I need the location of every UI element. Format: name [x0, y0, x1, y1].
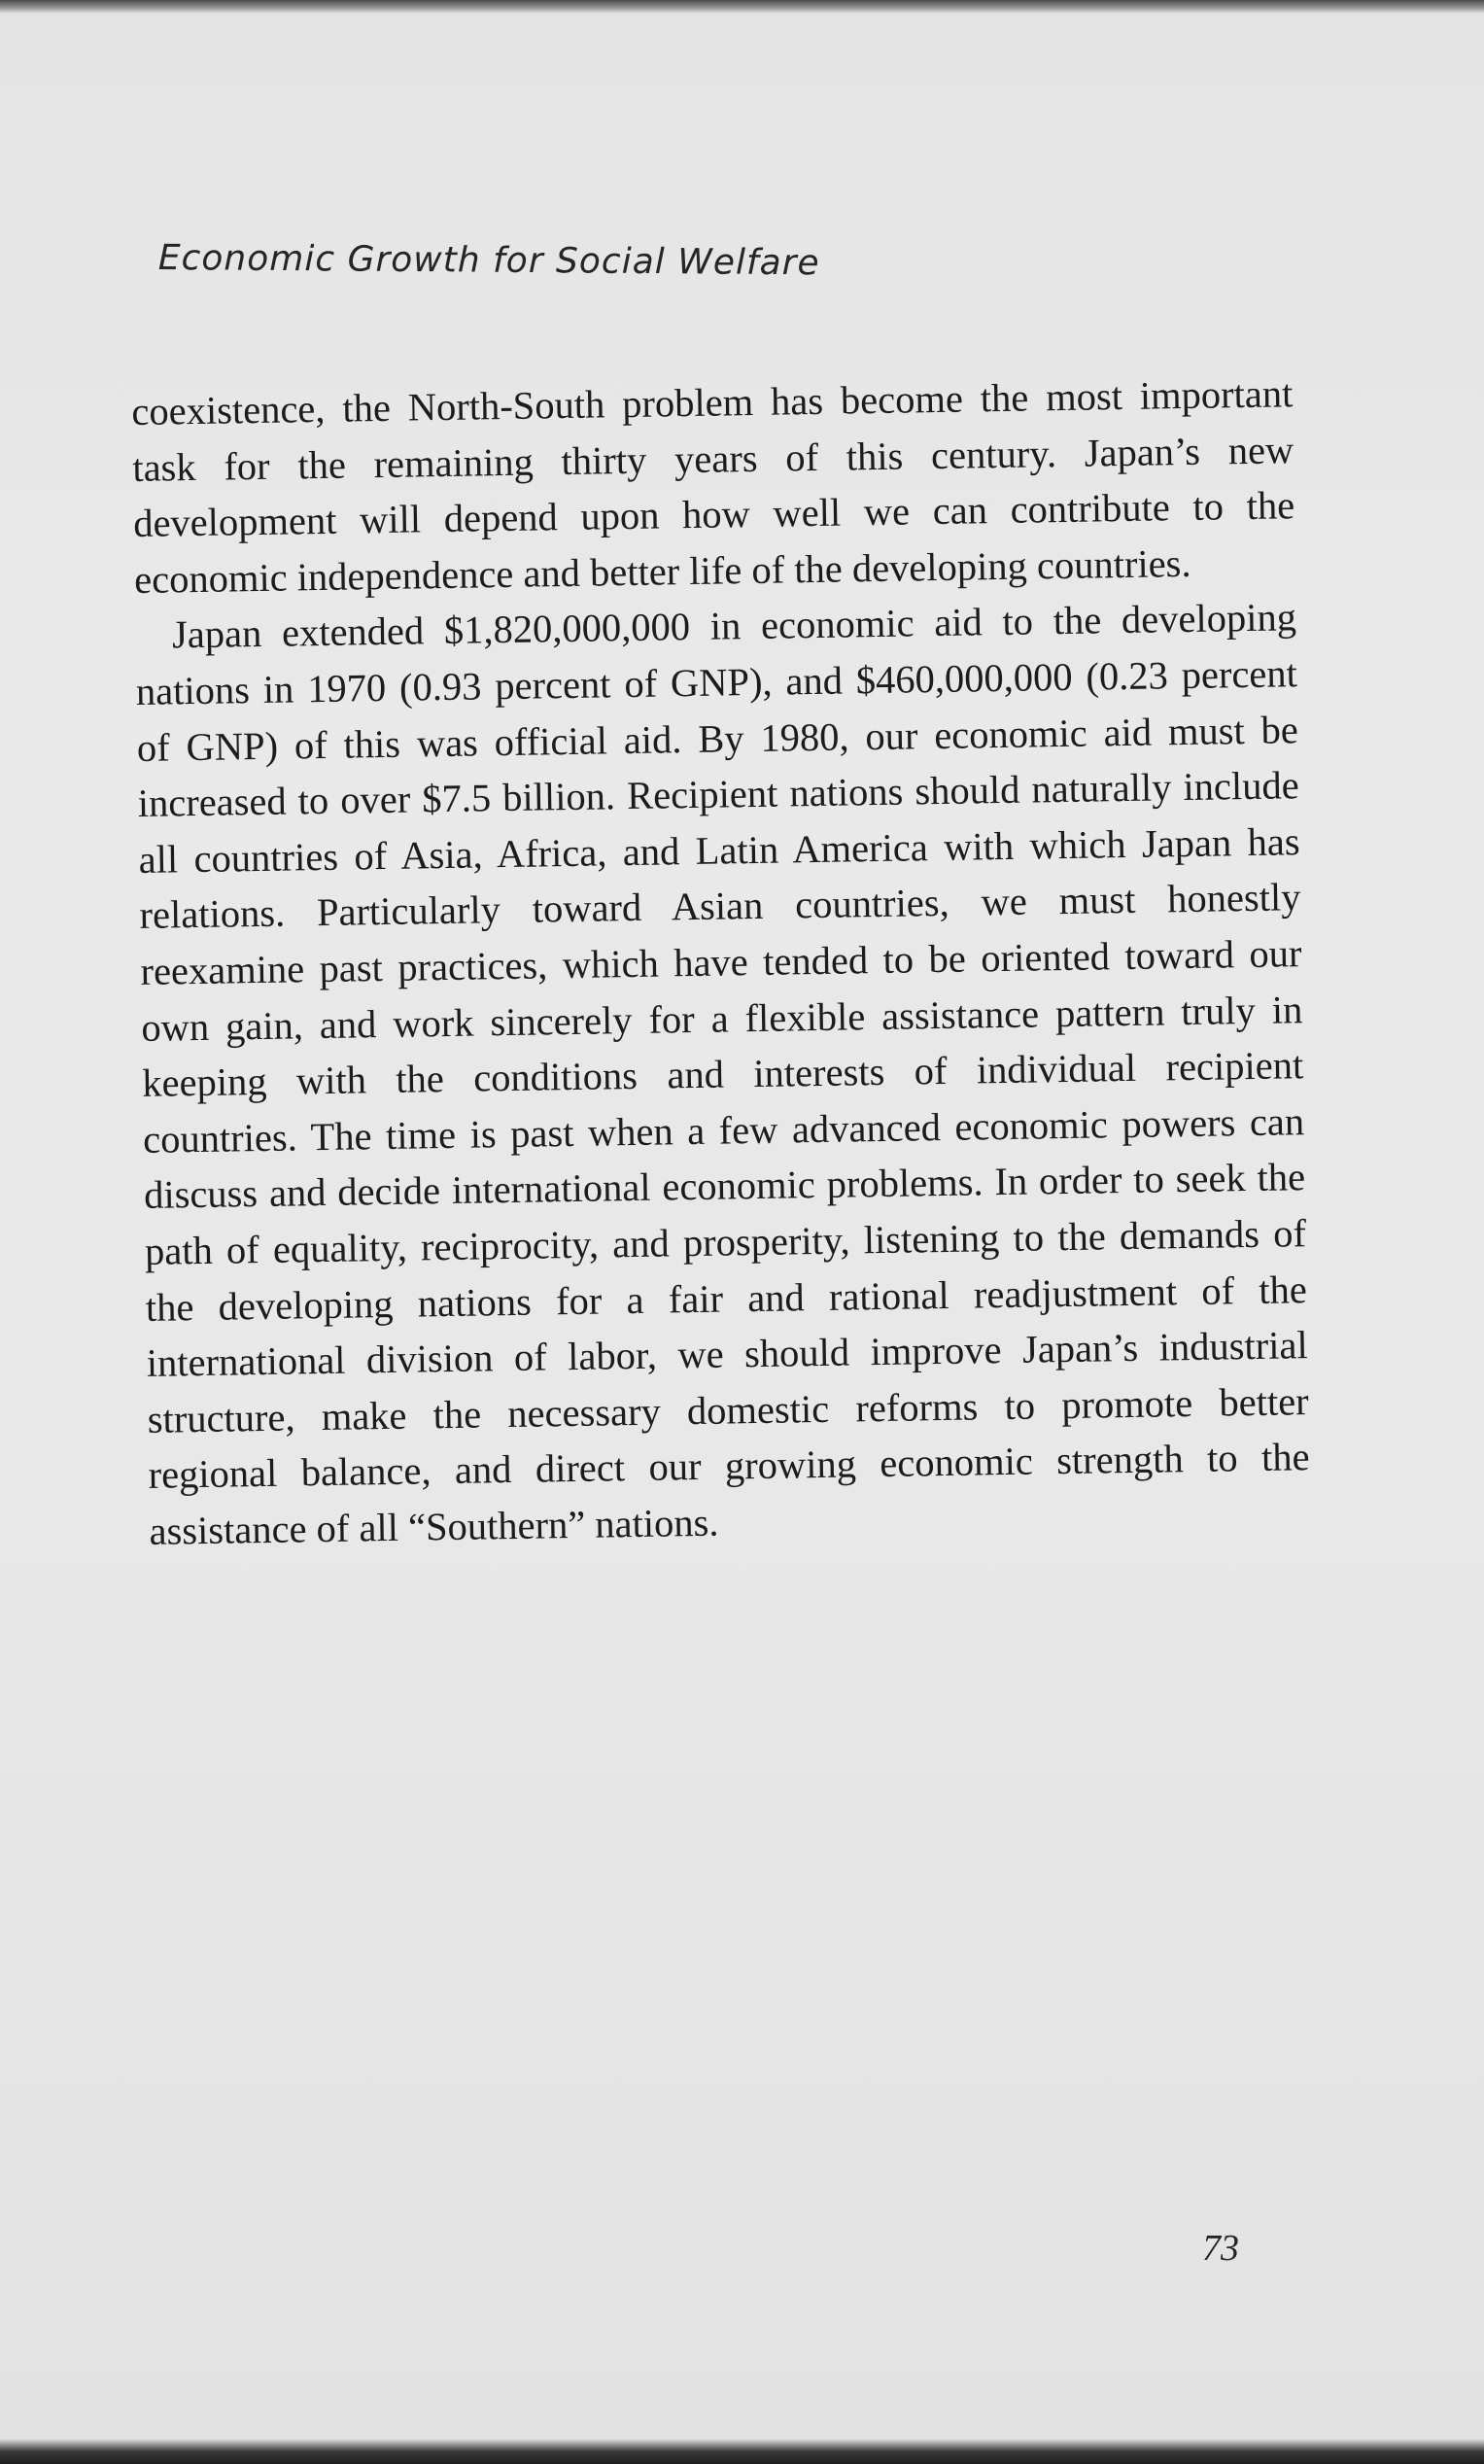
- running-head-title: Economic Growth for Social Welfare: [157, 238, 820, 284]
- scan-bottom-edge: [0, 2439, 1484, 2464]
- paragraph-2: Japan extended $1,820,000,000 in economic aid to the developing nations in 1970 (0.93 percent of GNP), and $460,000,000 (0.23 percent of GNP) of this was official aid. By 1980, our economic aid must be increased to over $7.5 billion. Recipient nations should naturally include all countries of Asia, Africa, and Latin America with which Japan has relations. Particularly toward Asian countries, we must honestly reexamine past practices, which have tended to be oriented toward our own gain, and work sincerely for a flexible assistance pattern truly in keeping with the conditions and interests of individual recipient countries. The time is past when a few advanced economic powers can discuss and decide international economic problems. In order to seek the path of equality, reciprocity, and prosperity, listening to the demands of the developing nations for a fair and rational readjustment of the international division of labor, we should improve Japan’s industrial structure, make the necessary domestic reforms to promote better regional balance, and direct our growing economic strength to the assistance of all “Southern” nations.: [135, 595, 1310, 1553]
- page-number: 73: [1202, 2228, 1239, 2269]
- paragraph-1: coexistence, the North-South problem has become the most important task for the remaining thirty years of this century. Japan’s new development will depend upon how well we can contribute to the economic independence and better life of the developing countries.: [131, 371, 1295, 602]
- body-text: [131, 365, 1311, 1559]
- scan-top-edge: [0, 0, 1484, 14]
